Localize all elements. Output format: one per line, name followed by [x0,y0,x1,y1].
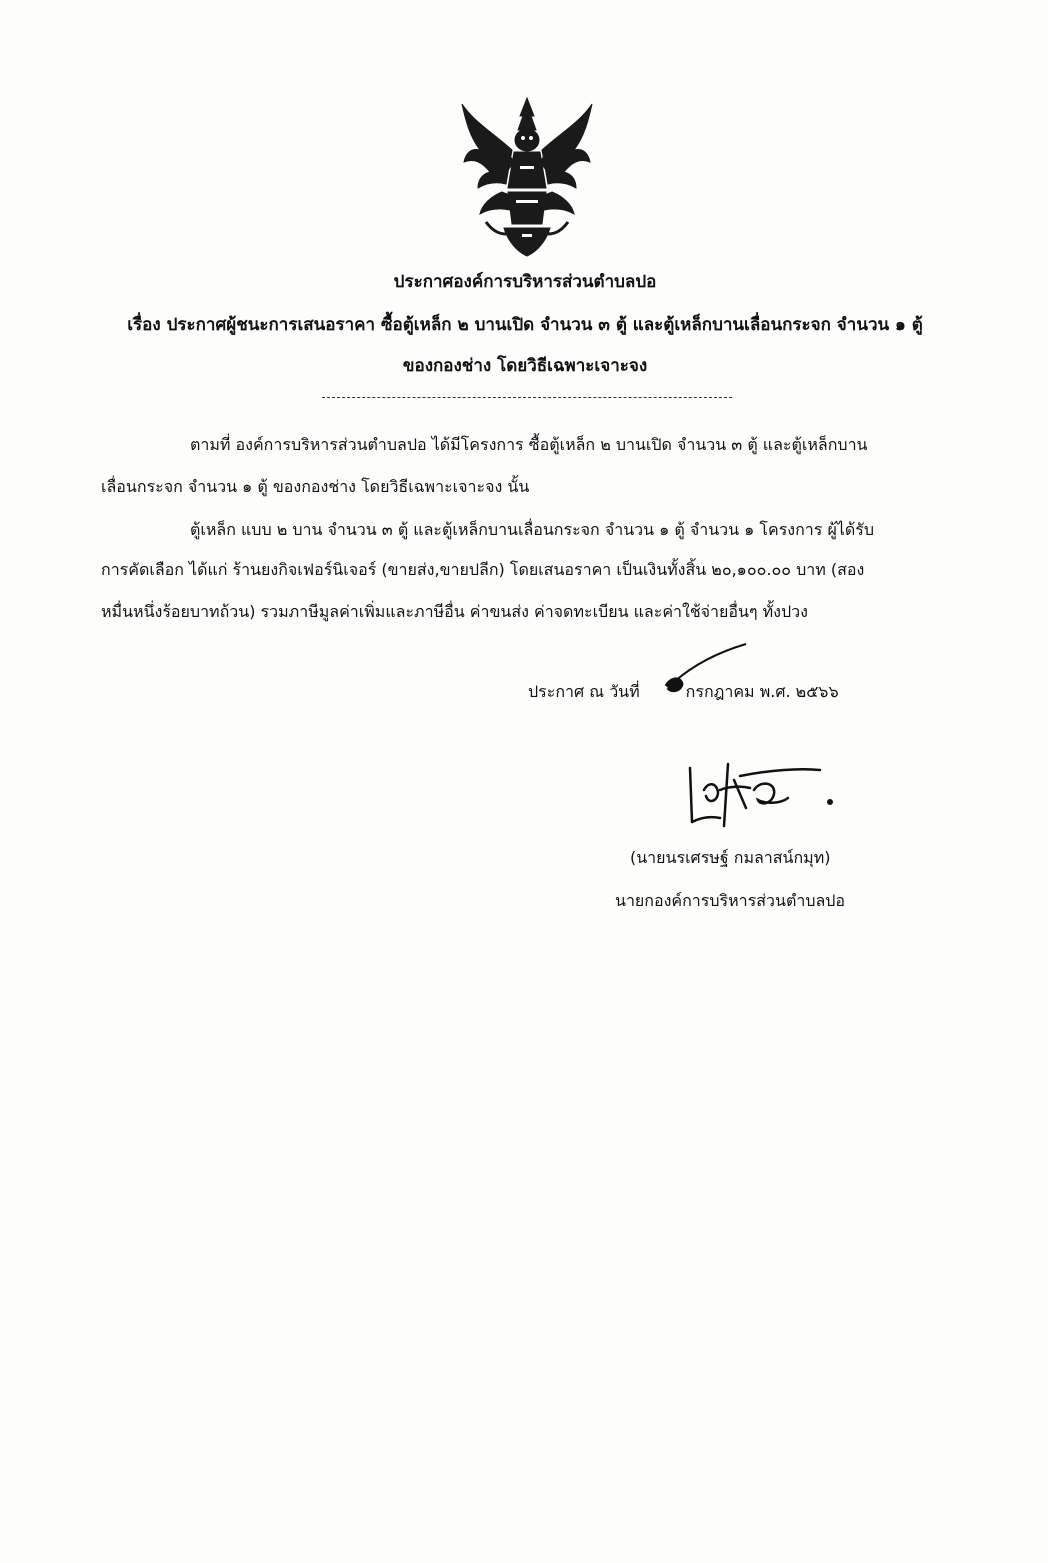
signer-title: นายกองค์การบริหารส่วนตำบลปอ [615,891,846,910]
garuda-emblem [452,92,602,262]
paragraph-1-line-2: เลื่อนกระจก จำนวน ๑ ตู้ ของกองช่าง โดยวิธีเฉพาะเจาะจง นั้น [101,477,530,496]
announcement-subject: เรื่อง ประกาศผู้ชนะการเสนอราคา ซื้อตู้เหล็ก ๒ บานเปิด จำนวน ๓ ตู้ และตู้เหล็กบานเลื่อนกระจก จำนวน ๑ ตู้ [127,315,923,335]
paragraph-2-line-1: ตู้เหล็ก แบบ ๒ บาน จำนวน ๓ ตู้ และตู้เหล็กบานเลื่อนกระจก จำนวน ๑ ตู้ จำนวน ๑ โครงการ ผู้ได้รับ [190,520,875,539]
paragraph-2-line-3: หมื่นหนึ่งร้อยบาทถ้วน) รวมภาษีมูลค่าเพิ่มและภาษีอื่น ค่าขนส่ง ค่าจดทะเบียน และค่าใช้จ่ายอื่นๆ ทั้งปวง [101,602,808,621]
date-prefix: ประกาศ ณ วันที่ [528,682,640,701]
date-month-year: กรกฎาคม พ.ศ. ๒๕๖๖ [685,682,839,701]
dashed-divider [322,397,732,398]
handwritten-day [660,638,750,698]
paragraph-2-line-2: การคัดเลือก ได้แก่ ร้านยงกิจเฟอร์นิเจอร์ (ขายส่ง,ขายปลีก) โดยเสนอราคา เป็นเงินทั้งสิ้น ๒๐,๑๐๐.๐๐ บาท (สอง [101,560,865,579]
signature [680,760,840,830]
announcement-subject-cont: ของกองช่าง โดยวิธีเฉพาะเจาะจง [402,356,648,376]
announcement-title: ประกาศองค์การบริหารส่วนตำบลปอ [393,272,657,292]
signer-name: (นายนรเศรษฐ์ กมลาสน์กมุท) [630,848,831,867]
paragraph-1-line-1: ตามที่ องค์การบริหารส่วนตำบลปอ ได้มีโครงการ ซื้อตู้เหล็ก ๒ บานเปิด จำนวน ๓ ตู้ และตู้เหล็กบาน [190,435,868,454]
